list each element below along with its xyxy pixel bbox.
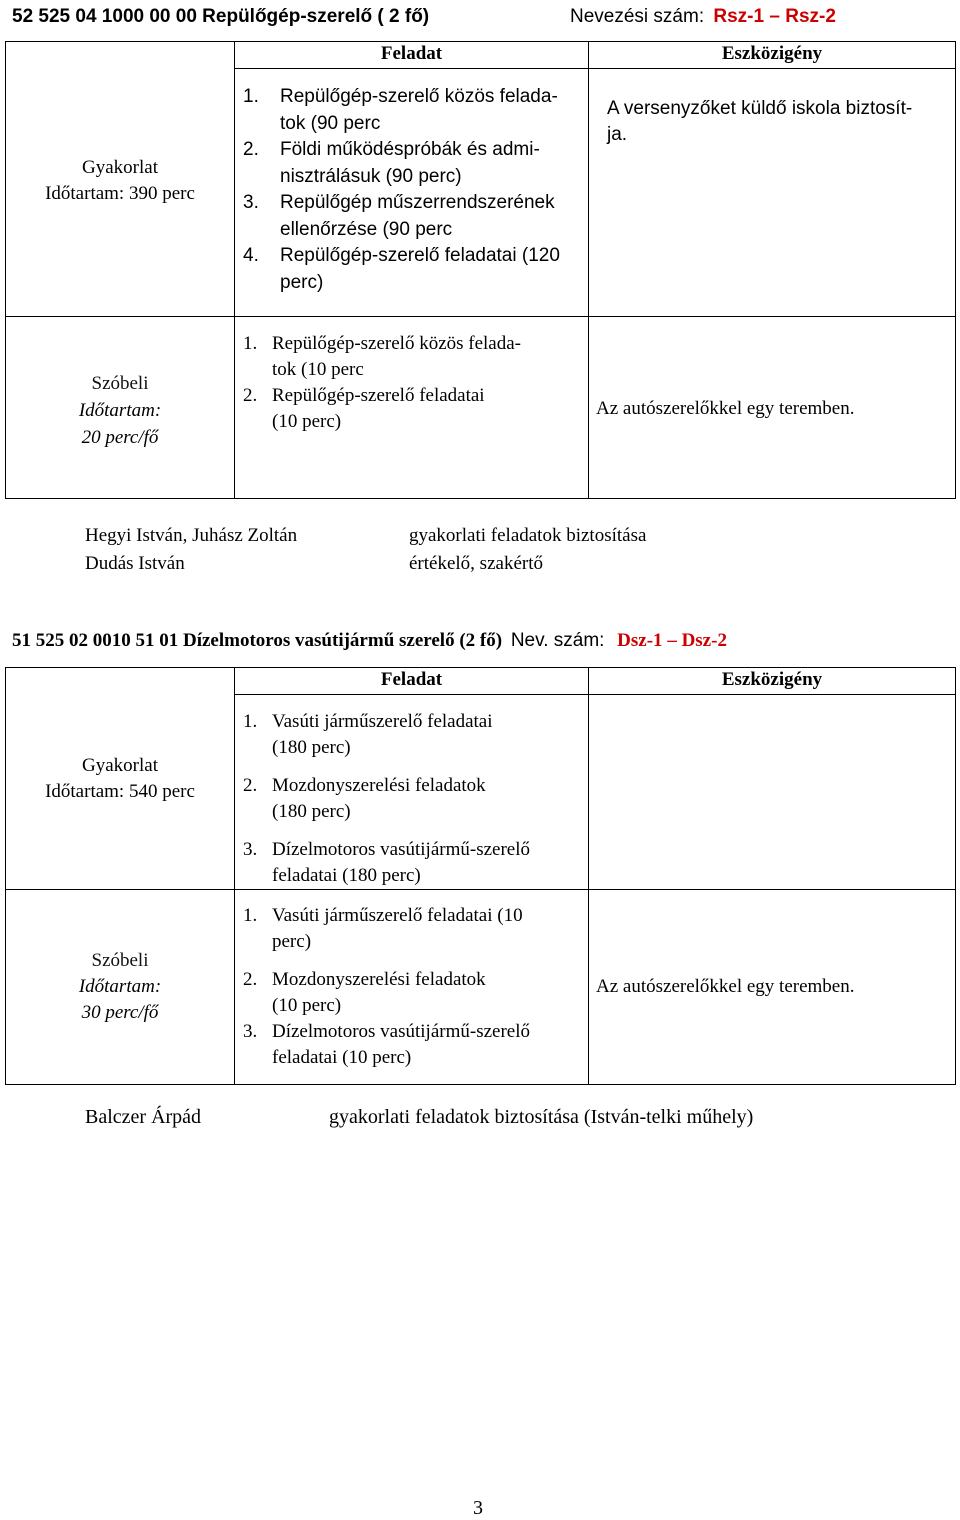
section1-code-title: 52 525 04 1000 00 00 Repülőgép-szerelő ( 2 fő) [12, 6, 430, 27]
section1-szobeli-cell [6, 370, 234, 451]
gyakorlat-duration: Időtartam: 540 perc [45, 781, 195, 802]
section2-gyakorlat-cell [6, 753, 234, 805]
section1-header-eszkozigeny: Eszközigény [721, 43, 823, 64]
section2-szobeli-tasks [243, 903, 530, 1071]
task-item: 1. Vasúti járműszerelő feladatai [243, 711, 493, 732]
task-item: 2. Mozdonyszerelési feladatok [243, 775, 486, 796]
task-item-cont: feladatai (180 perc) [272, 865, 421, 886]
task-item: 3. Dízelmotoros vasútijármű-szerelő [243, 839, 531, 860]
szobeli-duration-label: Időtartam: [78, 976, 162, 997]
section1-nevezesi-label [570, 6, 836, 28]
task-item: 4. Repülőgép-szerelő feladatai (120 [243, 245, 560, 266]
task-item: 2. Földi működéspróbák és admi- [243, 139, 540, 160]
section1-szobeli-tasks [243, 331, 521, 435]
task-item-cont: ellenőrzése (90 perc [280, 218, 453, 240]
task-item: 2. Mozdonyszerelési feladatok [243, 969, 486, 990]
section2-people-name: Balczer Árpád [85, 1106, 202, 1128]
szobeli-duration-value: 30 perc/fő [81, 1002, 159, 1023]
section2-heading [12, 630, 727, 652]
gyakorlat-title: Gyakorlat [82, 755, 158, 776]
section2-szobeli-cell [6, 948, 234, 1026]
section2-people-role: gyakorlati feladatok biztosítása (István-telki műhely) [329, 1106, 754, 1128]
nev-szam-number-1: Dsz-1 [617, 630, 663, 651]
section2-szobeli-eszkoz: Az autószerelőkkel egy teremben. [596, 976, 855, 997]
section1-szobeli-eszkoz: Az autószerelőkkel egy teremben. [596, 398, 855, 419]
szobeli-duration-label: Időtartam: [78, 400, 162, 421]
task-item-cont: (10 perc) [272, 995, 342, 1016]
section2-gyakorlat-tasks [243, 709, 530, 889]
nevezesi-number-2: Rsz-2 [785, 6, 836, 27]
task-item: 1. Repülőgép-szerelő közös felada- [243, 333, 522, 354]
nevezesi-dash: – [769, 6, 780, 27]
task-item: 1. Vasúti járműszerelő feladatai (10 [243, 905, 523, 926]
task-item-cont: tok (90 perc [280, 112, 381, 134]
nev-szam-dash: – [667, 630, 677, 651]
section2-code-title: 51 525 02 0010 51 01 Dízelmotoros vasútijármű szerelő (2 fő) [12, 630, 503, 651]
szobeli-title: Szóbeli [91, 950, 149, 971]
task-item: 3. Dízelmotoros vasútijármű-szerelő [243, 1021, 531, 1042]
section1-gyakorlat-eszkoz: A versenyzőket küldő iskola biztosít- ja. [607, 98, 913, 145]
section1-header-feladat: Feladat [380, 43, 443, 64]
section1-people-roles: gyakorlati feladatok biztosítása értékelő, szakértő [409, 525, 647, 574]
gyakorlat-title: Gyakorlat [82, 157, 158, 178]
szobeli-title: Szóbeli [91, 373, 149, 394]
task-item-cont: (180 perc) [272, 801, 351, 822]
section1-gyakorlat-tasks [243, 84, 560, 296]
task-item-cont: tok (10 perc [272, 359, 364, 380]
section2-header-eszkozigeny: Eszközigény [721, 669, 823, 690]
nev-szam-label: Nev. szám: [510, 630, 605, 651]
task-item-cont: feladatai (10 perc) [272, 1047, 412, 1068]
page-number: 3 [473, 1497, 483, 1519]
section1-people-names: Hegyi István, Juhász Zoltán Dudás István [85, 525, 298, 574]
nevezesi-label: Nevezési szám: [570, 6, 705, 27]
task-item: 2. Repülőgép-szerelő feladatai [243, 385, 485, 406]
task-item-cont: nisztrálásuk (90 perc) [280, 165, 462, 187]
task-item-cont: (10 perc) [272, 411, 342, 432]
nevezesi-number-1: Rsz-1 [713, 6, 765, 27]
section1-gyakorlat-cell [6, 155, 234, 207]
task-item-cont: perc) [280, 271, 324, 293]
nev-szam-number-2: Dsz-2 [681, 630, 727, 651]
szobeli-duration-value: 20 perc/fő [81, 427, 159, 448]
section2-header-feladat: Feladat [380, 669, 443, 690]
gyakorlat-duration: Időtartam: 390 perc [45, 183, 195, 204]
task-item-cont: perc) [272, 931, 312, 952]
task-item-cont: (180 perc) [272, 737, 351, 758]
task-item: 3. Repülőgép műszerrendszerének [243, 192, 555, 213]
task-item: 1. Repülőgép-szerelő közös felada- [243, 86, 558, 107]
